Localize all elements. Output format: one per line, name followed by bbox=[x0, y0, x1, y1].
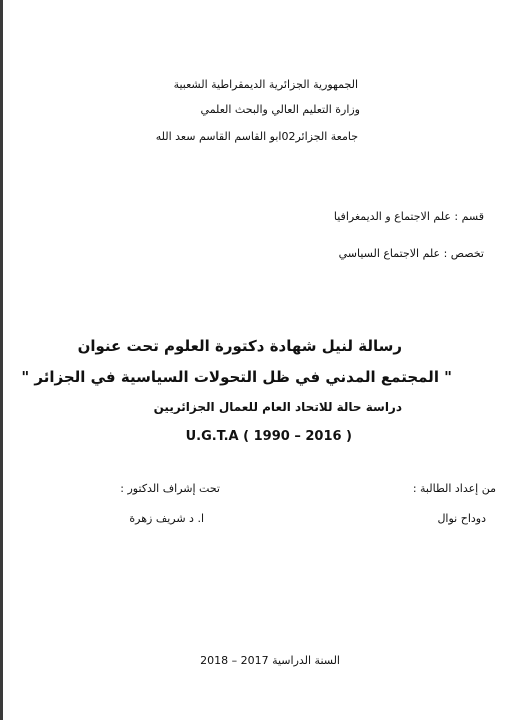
study-period-line: U.G.T.A ( 1990 – 2016 ) bbox=[185, 429, 352, 444]
prepared-by-label: من إعداد الطالبة : bbox=[412, 482, 496, 495]
thesis-topic: " المجتمع المدني في ظل التحولات السياسية في الجزائر " bbox=[21, 368, 452, 386]
university-heading: جامعة الجزائر02ابو القاسم القاسم سعد الله bbox=[155, 130, 358, 143]
specialty-line: تخصص : علم الاجتماع السياسي bbox=[338, 247, 484, 260]
page-edge bbox=[0, 0, 3, 720]
supervised-by-label: تحت إشراف الدكتور : bbox=[120, 482, 220, 495]
department-line: قسم : علم الاجتماع و الديمغرافيا bbox=[333, 210, 484, 223]
ministry-heading: وزارة التعليم العالي والبحث العلمي bbox=[200, 103, 360, 116]
thesis-title: رسالة لنيل شهادة دكتورة العلوم تحت عنوان bbox=[77, 337, 402, 355]
supervisor-name: ا. د شريف زهرة bbox=[129, 512, 204, 525]
academic-year: السنة الدراسية 2017 – 2018 bbox=[200, 654, 340, 667]
case-study-line: دراسة حالة للاتحاد العام للعمال الجزائريين bbox=[153, 400, 402, 414]
republic-heading: الجمهورية الجزائرية الديمقراطية الشعبية bbox=[173, 78, 358, 91]
student-name: دوداح نوال bbox=[437, 512, 486, 525]
